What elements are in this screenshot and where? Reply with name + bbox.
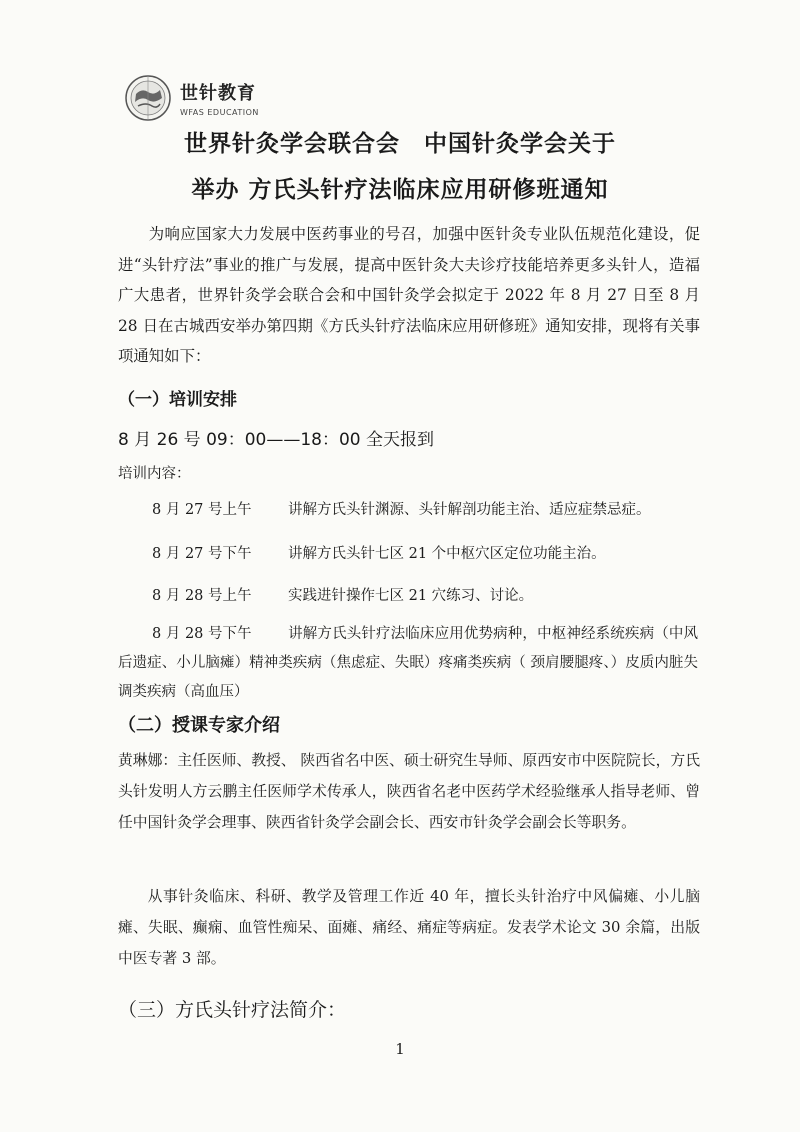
schedule-time: 8 月 28 号下午 xyxy=(152,626,252,642)
schedule-row xyxy=(118,620,698,707)
section-2-heading: （二）授课专家介绍 xyxy=(118,715,280,736)
schedule-desc: 讲解方氏头针疗法临床应用优势病种，中枢神经系统疾病（中风后遗症、小儿脑瘫）精神类疾病（焦虑症、失眠）疼痛类疾病（ 颈肩腰腿疼、）皮质内脏失调类疾病（高血压） xyxy=(118,626,698,700)
report-time: 8 月 26 号 09：00——18：00 全天报到 xyxy=(118,430,434,450)
schedule-desc: 讲解方氏头针七区 21 个中枢穴区定位功能主治。 xyxy=(288,546,606,562)
schedule-time: 8 月 27 号上午 xyxy=(152,502,252,518)
expert-bio-paragraph: 黄琳娜：主任医师、教授、 陕西省名中医、硕士研究生导师、原西安市中医院院长，方氏头针发明人方云鹏主任医师学术传承人，陕西省名老中医药学术经验继承人指导老师、曾任中国针灸学会理事、陕西省针灸学会副会长、西安市针灸学会副会长等职务。 xyxy=(118,752,700,831)
schedule-desc: 实践进针操作七区 21 穴练习、讨论。 xyxy=(288,588,534,604)
expert-experience-paragraph: 从事针灸临床、科研、教学及管理工作近 40 年，擅长头针治疗中风偏瘫、小儿脑瘫、失眠、癫痫、血管性痴呆、面瘫、痛经、痛症等病症。发表学术论文 30 余篇，出版中医专著 3 部。 xyxy=(118,888,700,967)
schedule-desc: 讲解方氏头针渊源、头针解剖功能主治、适应症禁忌症。 xyxy=(288,502,651,518)
page-number: 1 xyxy=(395,1040,405,1058)
schedule-row xyxy=(152,584,533,605)
intro-paragraph: 为响应国家大力发展中医药事业的号召，加强中医针灸专业队伍规范化建设，促进“头针疗法”事业的推广与发展，提高中医针灸大夫诊疗技能培养更多头针人，造福广大患者，世界针灸学会联合会和中国针灸学会拟定于 2022 年 8 月 27 日至 8 月 28 日在古城西安举办第四期《方氏头针疗法临床应用研修班》通知安排，现将有关事项通知如下： xyxy=(118,225,700,365)
logo-name-en: WFAS EDUCATION xyxy=(180,108,259,117)
logo xyxy=(124,74,259,122)
title-line-1: 世界针灸学会联合会 中国针灸学会关于 xyxy=(184,131,616,157)
schedule-row xyxy=(152,542,606,563)
schedule-row xyxy=(152,498,651,519)
globe-emblem-icon xyxy=(124,74,172,122)
section-3-heading: （三）方氏头针疗法简介： xyxy=(118,999,347,1021)
section-1-heading: （一）培训安排 xyxy=(118,390,237,410)
schedule-time: 8 月 28 号上午 xyxy=(152,588,252,604)
content-label: 培训内容： xyxy=(118,466,191,482)
schedule-time: 8 月 27 号下午 xyxy=(152,546,252,562)
logo-name-cn: 世针教育 xyxy=(180,83,256,104)
title-line-2: 举办 方氏头针疗法临床应用研修班通知 xyxy=(191,177,609,203)
